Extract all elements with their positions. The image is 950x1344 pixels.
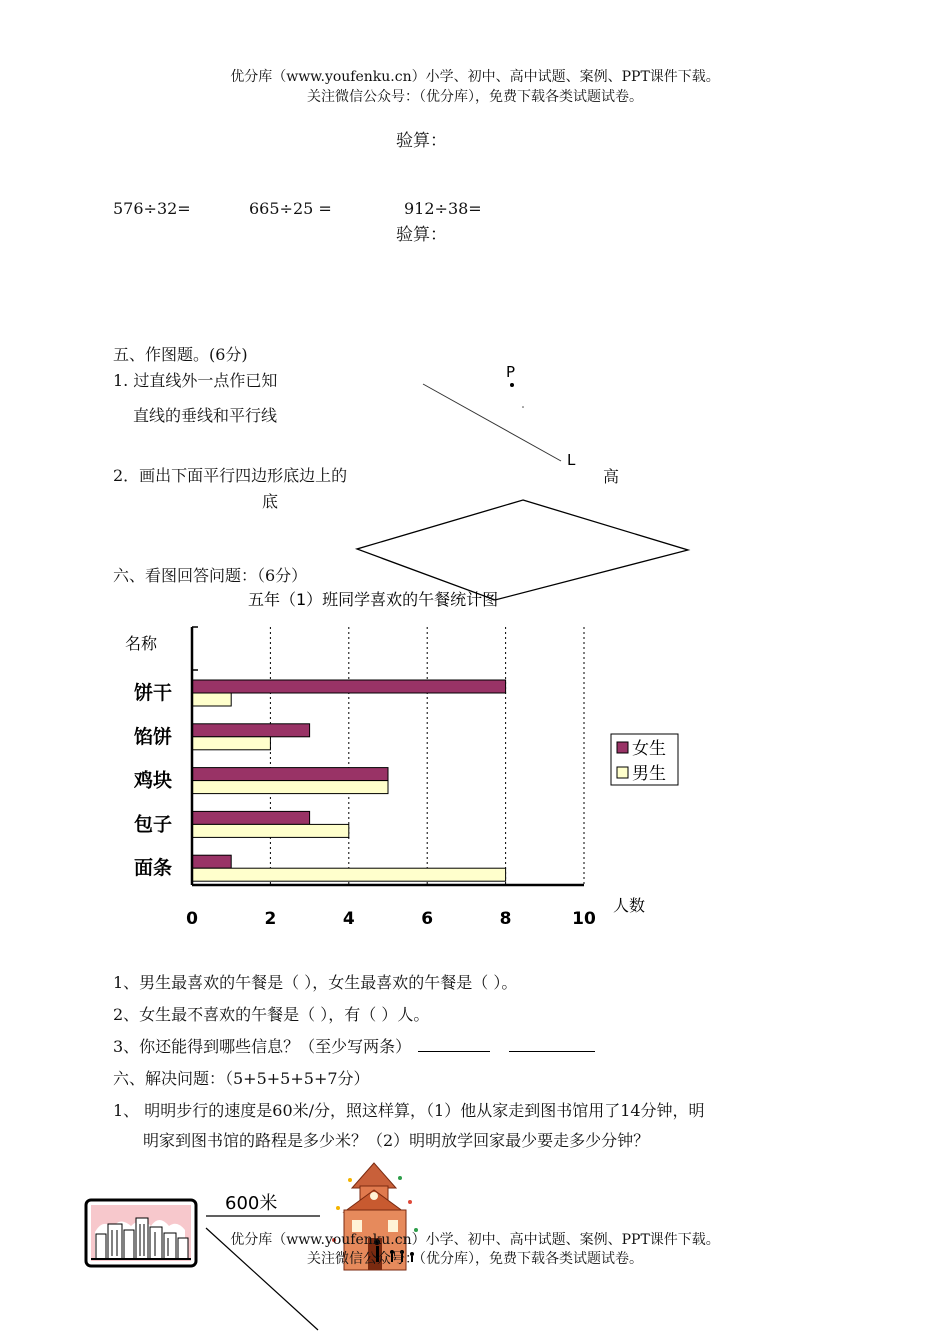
stray-dot (522, 406, 524, 408)
line-L-label: L (567, 451, 576, 469)
section7-q1-line1: 1、 明明步行的速度是60米/分，照这样算，（1）他从家走到图书馆用了14分钟，明 (113, 1101, 705, 1120)
chart-bar-female (192, 811, 310, 824)
chart-category-label: 面条 (134, 857, 173, 880)
section7-q1-line2: 明家到图书馆的路程是多少米？（2）明明放学回家最少要走多少分钟？ (143, 1131, 650, 1150)
chart-x-tick-label: 4 (342, 909, 355, 929)
chart-bar-female (192, 724, 310, 737)
header-line-1: 优分库（www.youfenku.cn）小学、初中、高中试题、案例、PPT课件下载。 (230, 69, 720, 85)
check-label-1: 验算： (396, 131, 447, 151)
chart-title: 五年（1）班同学喜欢的午餐统计图 (248, 590, 499, 609)
answer-blank-2[interactable] (509, 1037, 595, 1052)
chart-bar-female (192, 680, 506, 693)
chart-x-tick-label: 0 (186, 909, 198, 929)
chart-legend (611, 734, 678, 785)
calc-problem-2: 665÷25 = (249, 199, 332, 218)
footer-line-2: 关注微信公众号：（优分库），免费下载各类试题试卷。 (307, 1251, 643, 1267)
legend-label-female: 女生 (632, 739, 666, 759)
chart-category-label: 包子 (134, 813, 173, 836)
section5-q2-line: 2．画出下面平行四边形底边上的 (113, 466, 348, 485)
section5-q1-line1: 1. 过直线外一点作已知 (113, 371, 278, 390)
distance-label: 600米 (225, 1193, 278, 1214)
chart-bar-male (192, 781, 388, 794)
chart-x-tick-label: 2 (264, 909, 277, 929)
section6-q1: 1、男生最喜欢的午餐是（ ），女生最喜欢的午餐是（ ）。 (113, 973, 518, 992)
given-line-L (423, 384, 561, 461)
chart-category-label: 饼干 (134, 682, 173, 704)
point-P (510, 383, 514, 387)
chart-x-tick-label: 10 (572, 909, 596, 929)
chart-bar-male (192, 824, 349, 837)
chart-bar-female (192, 855, 231, 868)
section6-title: 六、看图回答问题：（6分） (113, 566, 308, 585)
section5-q2-di: 底 (262, 492, 279, 511)
chart-bar-male (192, 868, 506, 881)
chart-x-tick-label: 8 (499, 909, 512, 929)
chart-x-label: 人数 (613, 896, 646, 915)
chart-y-label: 名称 (125, 634, 158, 653)
chart-x-tick-label: 6 (421, 909, 434, 929)
check-label-2: 验算： (396, 225, 447, 245)
legend-label-male: 男生 (632, 764, 666, 784)
header-line-2: 关注微信公众号：（优分库），免费下载各类试题试卷。 (307, 89, 643, 105)
footer-line-1: 优分库（www.youfenku.cn）小学、初中、高中试题、案例、PPT课件下载。 (230, 1232, 720, 1248)
section5-q1-line2: 直线的垂线和平行线 (133, 406, 278, 425)
section6-q3: 3、你还能得到哪些信息？（至少写两条） (113, 1037, 412, 1056)
point-P-label: P (506, 363, 516, 381)
chart-category-label: 馅饼 (134, 725, 173, 748)
calc-problem-1: 576÷32= (113, 199, 191, 218)
chart-category-label: 鸡块 (134, 769, 173, 792)
legend-swatch-female (617, 742, 628, 753)
lunch-bar-chart (100, 585, 700, 935)
legend-swatch-male (617, 767, 628, 778)
section5-q2-gao: 高 (603, 467, 620, 486)
section6-q3-row (113, 1034, 595, 1057)
calc-problem-3: 912÷38= (404, 199, 482, 218)
section6-q2: 2、女生最不喜欢的午餐是（ ），有（ ）人。 (113, 1005, 430, 1024)
chart-bar-male (192, 693, 231, 706)
section7-title: 六、解决问题：（5+5+5+5+7分） (113, 1069, 370, 1088)
chart-bar-female (192, 768, 388, 781)
section5-title: 五、作图题。(6分) (113, 345, 248, 364)
answer-blank-1[interactable] (418, 1037, 490, 1052)
chart-bar-male (192, 737, 270, 750)
